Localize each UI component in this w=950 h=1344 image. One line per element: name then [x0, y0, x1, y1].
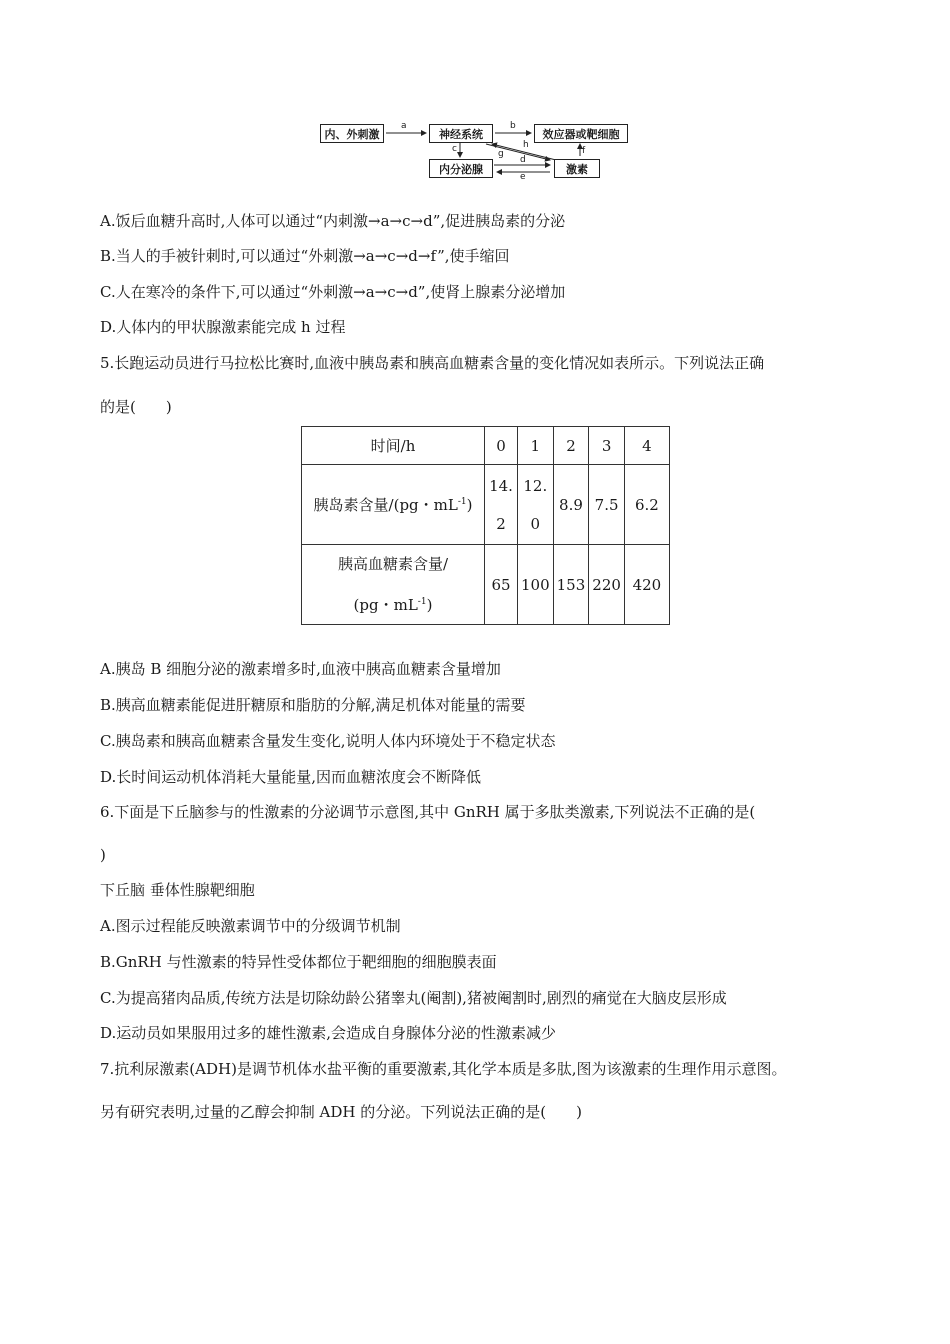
q5-stem-line1: 5.长跑运动员进行马拉松比赛时,血液中胰岛素和胰高血糖素含量的变化情况如表所示。下列说法正确	[100, 354, 765, 372]
table-header-row	[302, 427, 670, 465]
glucagon-value-1: 100	[518, 545, 554, 625]
glucagon-value-0: 65	[485, 545, 518, 625]
hormone-node: 激素	[554, 159, 600, 178]
q7-stem-line2: 另有研究表明,过量的乙醇会抑制 ADH 的分泌。下列说法正确的是( )	[100, 1103, 582, 1121]
glucagon-value-2: 153	[553, 545, 589, 625]
q6-option-c: C.为提高猪肉品质,传统方法是切除幼龄公猪睾丸(阉割),猪被阉割时,剧烈的痛觉在大脑皮层形成	[100, 989, 727, 1007]
edge-label-c: c	[452, 144, 457, 154]
edge-label-e: e	[520, 172, 526, 182]
stimulus-node: 内、外刺激	[320, 124, 384, 143]
q5-option-a: A.胰岛 B 细胞分泌的激素增多时,血液中胰高血糖素含量增加	[100, 660, 501, 678]
insulin-value-0: 14. 2	[485, 465, 518, 545]
nervous-system-node: 神经系统	[429, 124, 493, 143]
edge-label-d: d	[520, 155, 526, 165]
time-3: 3	[589, 427, 625, 465]
q4-option-d: D.人体内的甲状腺激素能完成 h 过程	[100, 318, 346, 336]
hormone-table	[301, 426, 670, 625]
q7-stem-line1: 7.抗利尿激素(ADH)是调节机体水盐平衡的重要激素,其化学本质是多肽,图为该激素的生理作用示意图。	[100, 1060, 787, 1078]
time-2: 2	[553, 427, 589, 465]
q5-option-c: C.胰岛素和胰高血糖素含量发生变化,说明人体内环境处于不稳定状态	[100, 732, 556, 750]
effector-node: 效应器或靶细胞	[534, 124, 628, 143]
regulation-diagram	[318, 118, 630, 182]
insulin-value-4: 6.2	[624, 465, 669, 545]
insulin-value-2: 8.9	[553, 465, 589, 545]
time-0: 0	[485, 427, 518, 465]
edge-label-a: a	[401, 121, 407, 131]
time-header: 时间/h	[302, 427, 485, 465]
glucagon-value-4: 420	[624, 545, 669, 625]
q5-option-d: D.长时间运动机体消耗大量能量,因而血糖浓度会不断降低	[100, 768, 482, 786]
glucagon-row	[302, 545, 670, 625]
time-4: 4	[624, 427, 669, 465]
time-1: 1	[518, 427, 554, 465]
q5-stem-line2: 的是( )	[100, 398, 172, 416]
q6-stem-line1: 6.下面是下丘脑参与的性激素的分泌调节示意图,其中 GnRH 属于多肽类激素,下列说法不正确的是(	[100, 803, 756, 821]
q6-option-a: A.图示过程能反映激素调节中的分级调节机制	[100, 917, 401, 935]
edge-label-h: h	[523, 140, 529, 150]
edge-label-f: f	[582, 146, 586, 156]
insulin-label: 胰岛素含量/(pg・$mL^{-1}$)	[302, 465, 485, 545]
edge-label-g: g	[498, 149, 504, 159]
edge-label-b: b	[510, 121, 516, 131]
insulin-value-1: 12. 0	[518, 465, 554, 545]
glucagon-value-3: 220	[589, 545, 625, 625]
insulin-value-3: 7.5	[589, 465, 625, 545]
q4-option-a: A.饭后血糖升高时,人体可以通过“内刺激→a→c→d”,促进胰岛素的分泌	[100, 212, 566, 230]
q4-option-c: C.人在寒冷的条件下,可以通过“外刺激→a→c→d”,使肾上腺素分泌增加	[100, 283, 566, 301]
q6-diagram-text: 下丘脑 垂体性腺靶细胞	[100, 881, 255, 899]
q4-option-b: B.当人的手被针刺时,可以通过“外刺激→a→c→d→f”,使手缩回	[100, 247, 510, 265]
endocrine-gland-node: 内分泌腺	[429, 159, 493, 178]
q6-option-d: D.运动员如果服用过多的雄性激素,会造成自身腺体分泌的性激素减少	[100, 1024, 557, 1042]
q5-option-b: B.胰高血糖素能促进肝糖原和脂肪的分解,满足机体对能量的需要	[100, 696, 526, 714]
q6-option-b: B.GnRH 与性激素的特异性受体都位于靶细胞的细胞膜表面	[100, 953, 497, 971]
glucagon-label: 胰高血糖素含量/ (pg・$mL^{-1}$)	[302, 545, 485, 625]
q6-stem-line2: )	[100, 846, 106, 864]
insulin-row	[302, 465, 670, 545]
